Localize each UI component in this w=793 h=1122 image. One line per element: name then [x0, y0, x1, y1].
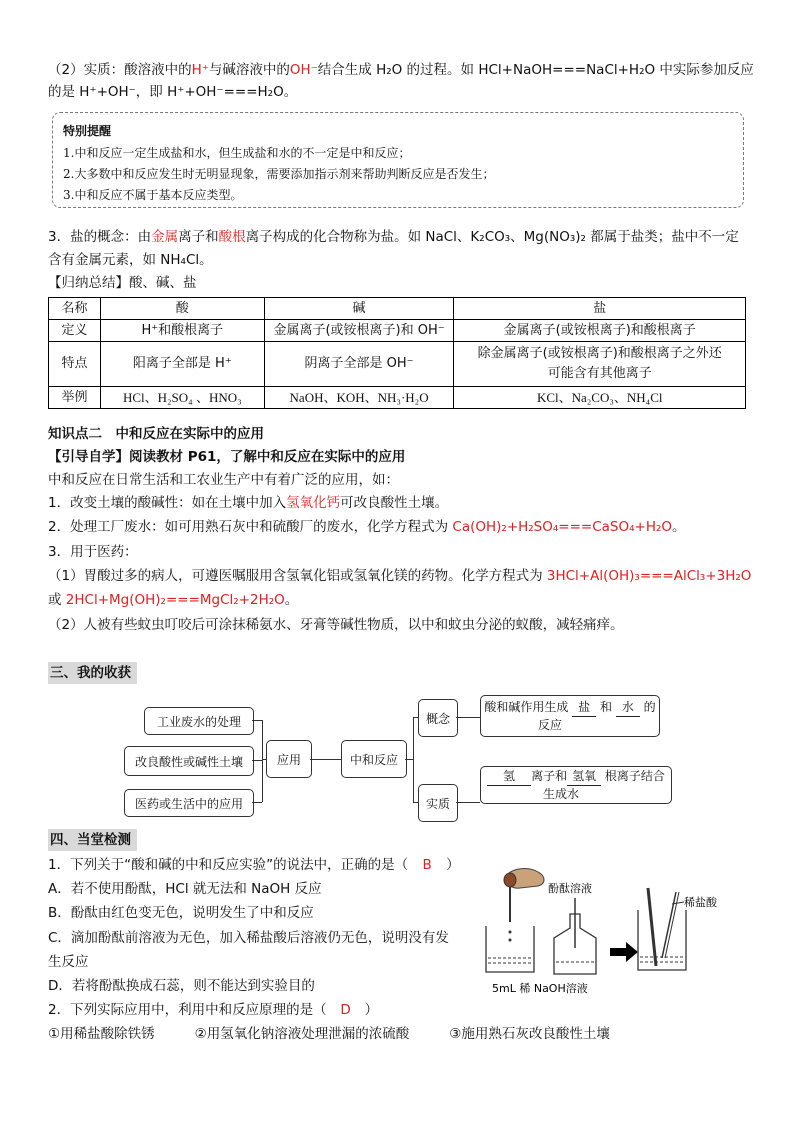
dropper-hcl-2 — [665, 892, 679, 958]
text: 和 — [599, 699, 612, 714]
kp2-item-3: 3．用于医药： — [48, 544, 138, 560]
table-header-cell: 酸 — [100, 298, 264, 320]
answer-equation: 3HCl+Al(OH)₃===AlCl₃+3H₂O — [546, 568, 752, 584]
table-cell: KCl、Na₂CO₃、NH₄Cl — [454, 387, 746, 409]
concept-detail-line — [484, 699, 655, 717]
mindmap-box-concept-detail — [480, 695, 660, 737]
essence-detail-line — [487, 768, 665, 786]
quiz-q2 — [48, 1000, 378, 1020]
text: ） — [446, 857, 460, 873]
blank-hydrogen: 氢 — [487, 768, 531, 786]
connector — [456, 717, 480, 718]
kp2-guide: 【引导自学】阅读教材 P61，了解中和反应在实际中的应用 — [48, 449, 406, 465]
connector — [413, 717, 414, 802]
kp2-item-2 — [48, 517, 686, 537]
quiz-heading: 四、当堂检测 — [48, 829, 137, 851]
label-phenolphthalein: 酚酞溶液 — [548, 882, 592, 895]
q2-answer: D — [340, 1002, 351, 1018]
table-cell: HCl、H₂SO₄ 、HNO₃ — [100, 387, 264, 409]
text: 1．下列关于“酸和碱的中和反应实验”的说法中，正确的是（ — [48, 857, 409, 873]
mindmap-box-concept: 概念 — [418, 699, 458, 737]
reminder-title: 特别提醒 — [63, 124, 112, 138]
text: 离子和 — [178, 229, 219, 245]
text: （1）胃酸过多的病人，可遵医嘱服用含氢氧化铝或氢氧化镁的药物。化学方程式为 — [48, 568, 547, 584]
table-cell: 定义 — [49, 320, 101, 342]
dropper-bulb — [504, 873, 516, 887]
text: 3．盐的概念：由 — [48, 229, 152, 245]
table-header-cell: 碱 — [264, 298, 454, 320]
kp2-title: 知识点二 中和反应在实际中的应用 — [48, 426, 264, 442]
table-cell: 特点 — [49, 342, 101, 387]
quiz-q1-option-d: D．若将酚酞换成石蕊，则不能达到实验目的 — [48, 978, 315, 994]
mindmap-box-essence-detail — [480, 766, 672, 804]
connector — [252, 720, 262, 721]
h-ion: H⁺ — [191, 62, 209, 78]
table-cell: 金属离子(或铵根离子)和酸根离子 — [454, 320, 746, 342]
text: 可改良酸性土壤。 — [340, 495, 449, 511]
label-naoh: 5mL 稀 NaOH溶液 — [492, 982, 588, 995]
text: 2．下列实际应用中，利用中和反应原理的是（ — [48, 1002, 327, 1018]
arrow-icon — [610, 942, 638, 962]
quiz-q1 — [48, 855, 460, 875]
reminder-item-1: 1.中和反应一定生成盐和水，但生成盐和水的不一定是中和反应； — [63, 146, 411, 160]
harvest-heading: 三、我的收获 — [48, 662, 137, 684]
answer-equation: 2HCl+Mg(OH)₂===MgCl₂+2H₂O — [65, 592, 285, 608]
quiz-q1-option-a: A．若不使用酚酞，HCl 就无法和 NaOH 反应 — [48, 881, 322, 897]
reminder-item-2: 2.大多数中和反应发生时无明显现象，需要添加指示剂来帮助判断反应是否发生； — [63, 167, 495, 181]
table-row — [49, 320, 746, 342]
connector — [405, 759, 413, 760]
quiz-q1-option-b: B．酚酞由红色变无色，说明发生了中和反应 — [48, 905, 314, 921]
dropper-hcl — [662, 892, 676, 958]
text: 结合生成 H₂O 的过程。如 HCl+NaOH===NaCl+H₂O 中实际参加反应 — [317, 62, 754, 78]
text: 。 — [284, 592, 299, 608]
mindmap-box-medicine: 医药或生活中的应用 — [124, 789, 254, 817]
text: 与碱溶液中的 — [208, 62, 290, 78]
text: ） — [364, 1002, 379, 1018]
mindmap-box-center: 中和反应 — [341, 740, 407, 778]
cell-line: 除金属离子(或铵根离子)和酸根离子之外还 — [477, 346, 722, 361]
label-hydrochloric-acid: 稀盐酸 — [684, 896, 717, 909]
quiz-q2-options — [48, 1024, 610, 1044]
kp2-med-2: （2）人被有些蚊虫叮咬后可涂抹稀氨水、牙膏等碱性物质，以中和蚊虫分泌的蚁酸，减轻痛痒。 — [48, 617, 624, 633]
salt-concept-line-2: 含有金属元素，如 NH₄Cl。 — [48, 252, 213, 268]
mindmap-box-apply: 应用 — [266, 740, 312, 778]
salt-concept-line-1 — [48, 227, 739, 247]
acid-root-keyword: 酸根 — [218, 229, 246, 245]
connector — [252, 760, 262, 761]
table-cell: 阴离子全部是 OH⁻ — [264, 342, 454, 387]
metal-keyword: 金属 — [151, 229, 179, 245]
stirring-rod — [648, 888, 656, 966]
connector — [252, 802, 262, 803]
text: 酸和碱作用生成 — [484, 699, 569, 714]
oh-ion: OH⁻ — [289, 62, 318, 78]
essence-line-1 — [48, 60, 754, 80]
text: 。 — [672, 519, 686, 535]
table-cell: H⁺和酸根离子 — [100, 320, 264, 342]
essence-detail-line: 生成水 — [542, 786, 579, 801]
table-cell — [454, 342, 746, 387]
blank-hydroxide: 氢氧 — [567, 768, 601, 786]
drop-icon — [509, 939, 512, 942]
connector — [310, 759, 341, 760]
text: 2．处理工厂废水：如可用熟石灰中和硫酸厂的废水，化学方程式为 — [48, 519, 453, 535]
kp2-item-1 — [48, 493, 448, 513]
blank-water: 水 — [616, 699, 640, 717]
summary-table — [48, 297, 746, 409]
text: 的 — [643, 699, 656, 714]
q1-answer: B — [422, 857, 432, 873]
cell-line: 可能含有其他离子 — [547, 366, 652, 381]
connector — [456, 802, 480, 803]
mindmap-box-wastewater: 工业废水的处理 — [144, 707, 254, 735]
q2-option-2: ②用氢氧化钠溶液处理泄漏的浓硫酸 — [194, 1026, 410, 1042]
quiz-q1-option-c-cont: 生反应 — [48, 954, 89, 970]
essence-line-2: 的是 H⁺+OH⁻，即 H⁺+OH⁻===H₂O。 — [48, 84, 298, 100]
table-row — [49, 342, 746, 387]
kp2-med-1 — [48, 566, 751, 586]
table-cell: 举例 — [49, 387, 101, 409]
quiz-q1-option-c: C．滴加酚酞前溶液为无色，加入稀盐酸后溶液仍无色，说明没有发 — [48, 930, 449, 946]
beaker-result — [638, 910, 686, 970]
text: 1．改变土壤的酸碱性：如在土壤中加入 — [48, 495, 287, 511]
text: 离子构成的化合物称为盐。如 NaCl、K₂CO₃、Mg(NO₃)₂ 都属于盐类；盐中不一定 — [245, 229, 739, 245]
special-reminder-box — [52, 112, 744, 208]
mindmap-box-essence: 实质 — [418, 784, 458, 822]
q2-option-1: ①用稀盐酸除铁锈 — [48, 1026, 155, 1042]
answer-text: 氢氧化钙 — [286, 495, 341, 511]
table-cell: 金属离子(或铵根离子)和 OH⁻ — [264, 320, 454, 342]
table-row — [49, 387, 746, 409]
drop-icon — [509, 931, 512, 934]
text: 根离子结合 — [604, 768, 665, 783]
experiment-figure — [476, 862, 746, 1002]
reminder-item-3: 3.中和反应不属于基本反应类型。 — [63, 188, 243, 202]
table-cell: 阳离子全部是 H⁺ — [100, 342, 264, 387]
connector — [262, 720, 263, 802]
table-cell: NaOH、KOH、NH₃·H₂O — [264, 387, 454, 409]
table-header-row — [49, 298, 746, 320]
text: 或 — [48, 592, 66, 608]
concept-detail-line: 反应 — [537, 717, 562, 732]
blank-salt: 盐 — [572, 699, 596, 717]
mindmap-box-soil: 改良酸性或碱性土壤 — [124, 746, 254, 776]
summary-title: 【归纳总结】酸、碱、盐 — [48, 275, 197, 291]
text: 离子和 — [531, 768, 568, 783]
kp2-intro: 中和反应在日常生活和工农业生产中有着广泛的应用，如： — [48, 472, 399, 488]
table-header-cell: 盐 — [454, 298, 746, 320]
q2-option-3: ③施用熟石灰改良酸性土壤 — [449, 1026, 610, 1042]
answer-equation: Ca(OH)₂+H₂SO₄===CaSO₄+H₂O — [452, 519, 673, 535]
text: （2）实质：酸溶液中的 — [48, 62, 192, 78]
kp2-med-1b — [48, 590, 298, 610]
table-header-cell: 名称 — [49, 298, 101, 320]
